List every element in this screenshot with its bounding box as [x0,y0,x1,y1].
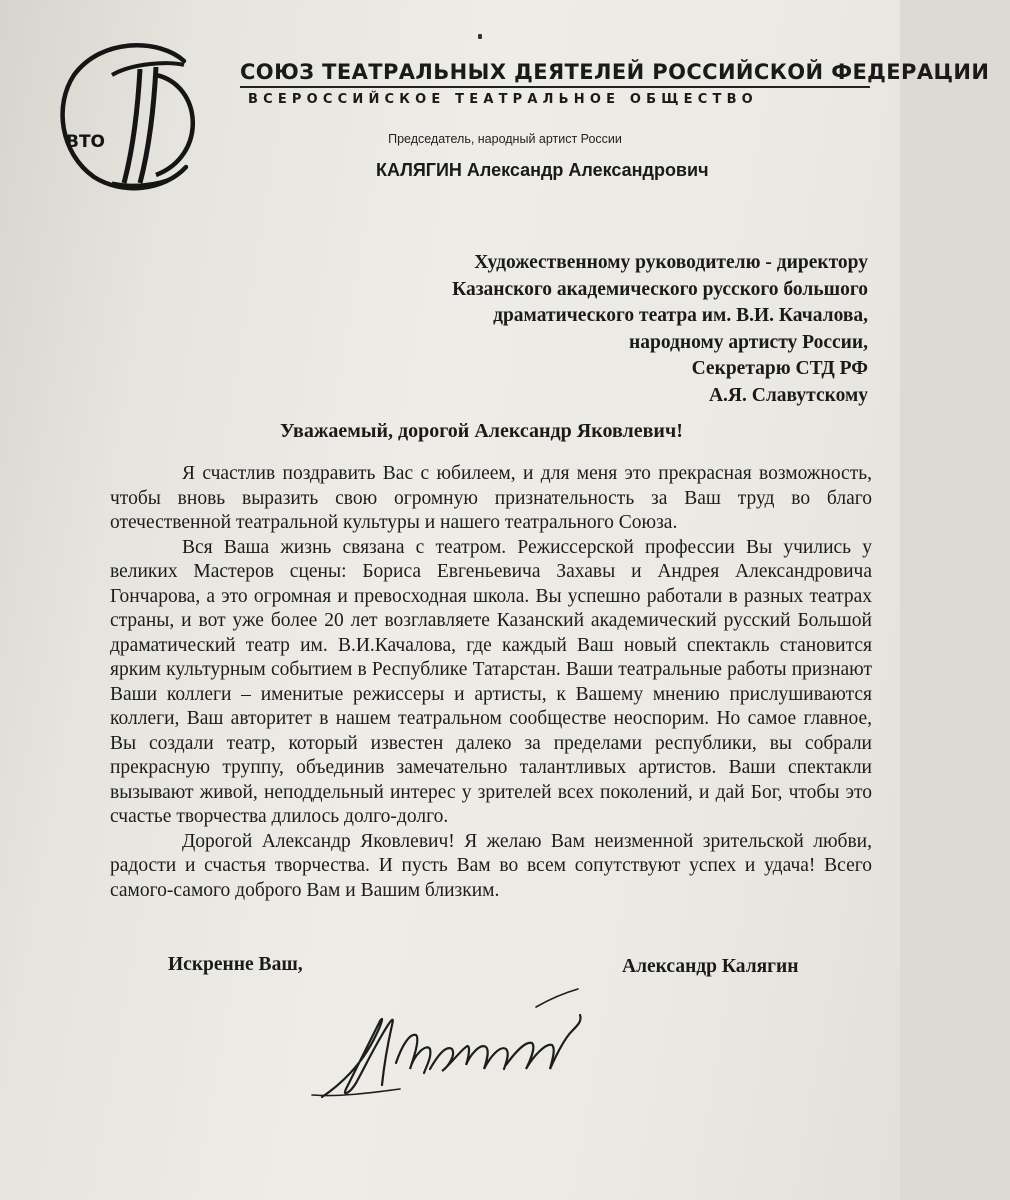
body-paragraph: Я счастлив поздравить Вас с юбилеем, и для меня это прекрасная возможность, чтобы вновь выразить свою огромную признательность за Ваш труд во благо отечественной театральной культуры и нашего театрального Союза. [110,463,872,533]
addressee-line: драматического театра им. В.И. Качалова, [493,305,868,326]
letterhead-rule [240,86,870,88]
vto-logo-icon [52,35,207,195]
addressee-line: Казанского академического русского большого [452,278,868,300]
addressee-line: А.Я. Славутскому [708,384,868,406]
body-paragraph: Дорогой Александр Яковлевич! Я желаю Вам неизменной зрительской любви, радости и счастья творчества. И пусть Вам во всем сопутствуют успех и удача! Всего самого-самого доброго Вам и Вашим близким. [110,830,872,901]
closing-phrase: Искренне Ваш, [168,954,303,975]
addressee-line: Секретарю СТД РФ [691,358,868,379]
org-name: СОЮЗ ТЕАТРАЛЬНЫХ ДЕЯТЕЛЕЙ РОССИЙСКОЙ ФЕДЕРАЦИИ [240,60,990,84]
chair-name: КАЛЯГИН Александр Александрович [376,160,709,180]
org-subtitle: ВСЕРОССИЙСКОЕ ТЕАТРАЛЬНОЕ ОБЩЕСТВО [248,92,758,107]
letter-body [110,462,872,903]
body-paragraph: Вся Ваша жизнь связана с театром. Режиссерской профессии Вы учились у великих Мастеров сцены: Бориса Евгеньевича Захавы и Андрея Александровича Гончарова, а это огромная и превосходная школа. Вы успешно работали в разных театрах страны, и вот уже более 20 лет возглавляете Казанский академический русский Большой драматический театр им. В.И.Качалова, где каждый Ваш новый спектакль становится ярким культурным событием в Республике Татарстан. Ваши театральные работы признают Ваши коллеги – именитые режиссеры и артисты, к Вашему мнению прислушиваются коллеги, Ваш авторитет в нашем театральном сообществе неоспорим. Но самое главное, Вы создали театр, который известен далеко за пределами республики, вы собрали прекрасную труппу, объединив замечательно талантливых артистов. Ваши спектакли вызывают живой, неподдельный интерес у зрителей всех поколений, и дай Бог, чтобы это счастье творчества длилось долго-долго. [110,536,872,827]
handwritten-signature [310,985,610,1110]
paper-speck [478,34,482,39]
addressee-block [452,250,868,409]
salutation: Уважаемый, дорогой Александр Яковлевич! [280,420,683,442]
signatory-name: Александр Калягин [622,956,799,977]
chair-title: Председатель, народный артист России [388,132,622,146]
addressee-line: Художественному руководителю - директору [474,252,868,273]
logo-text: ВТО [66,132,106,152]
addressee-line: народному артисту России, [629,331,868,353]
